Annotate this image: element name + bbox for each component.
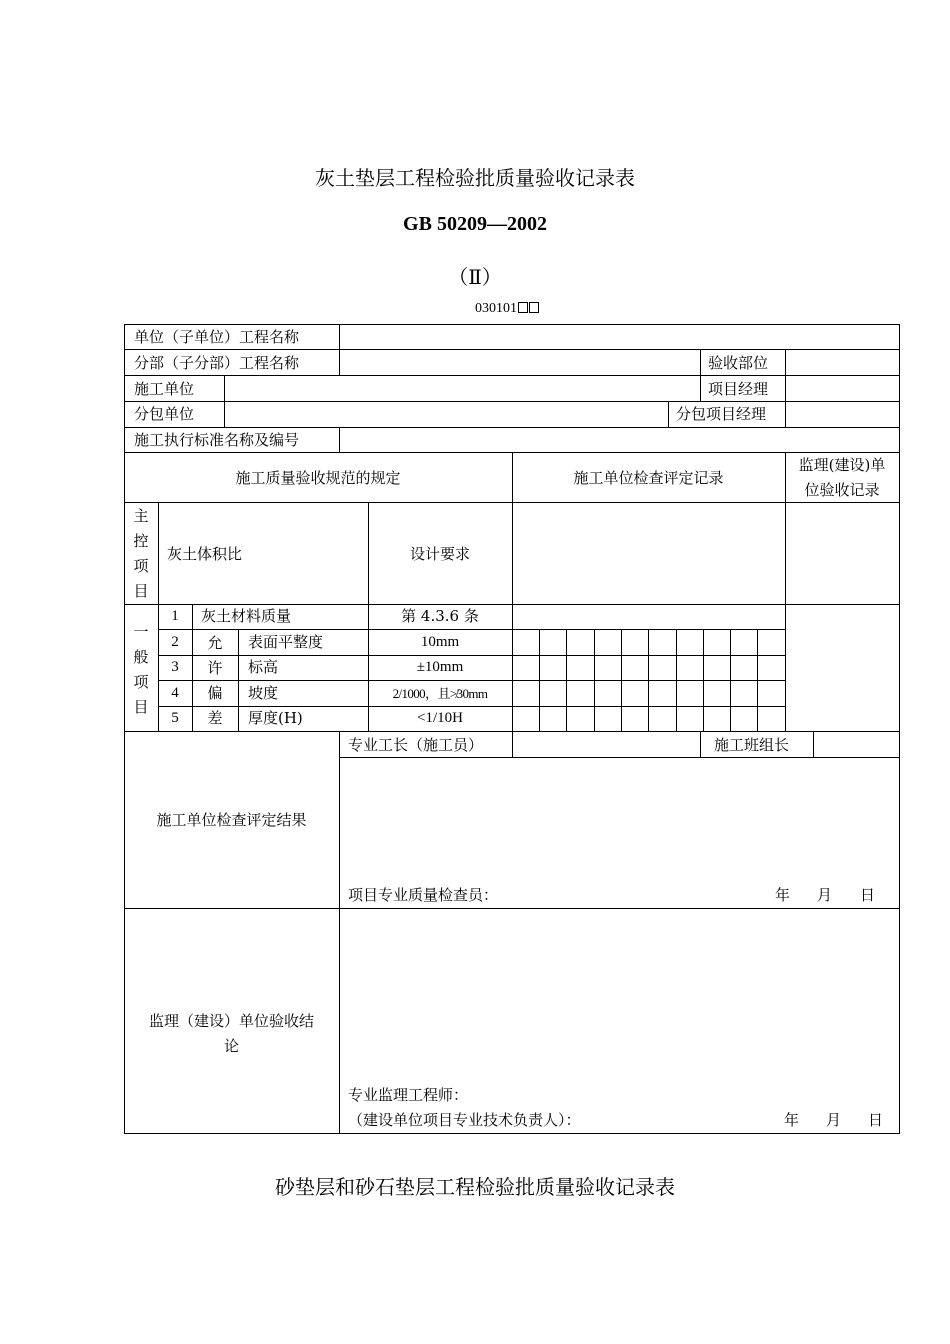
item-no-3: 3 [171, 659, 179, 675]
code-box-1 [518, 302, 528, 313]
tolerance-char-1: 允 [207, 634, 223, 652]
conclusion-date-year: 年 [784, 1111, 800, 1129]
check-record-column-header: 施工单位检查评定记录 [573, 469, 724, 487]
main-control-char-1: 主 [133, 507, 149, 525]
supervision-header-line2: 位验收记录 [804, 481, 880, 499]
foreman-label: 专业工长（施工员） [348, 736, 484, 754]
item-no-2: 2 [171, 634, 179, 650]
item-req-4: 2/1000，且≯30mm [392, 686, 488, 701]
item-no-1: 1 [171, 608, 179, 624]
result-date-month: 月 [817, 886, 833, 904]
tolerance-char-4: 差 [207, 709, 223, 727]
main-control-char-4: 目 [133, 582, 149, 600]
item-no-4: 4 [171, 685, 179, 701]
item-name-3: 标高 [248, 658, 279, 676]
conclusion-label-line2: 论 [223, 1037, 239, 1055]
code-box-2 [529, 302, 539, 313]
construction-unit-label: 施工单位 [134, 380, 195, 398]
supervision-engineer-label: 专业监理工程师： [348, 1086, 469, 1104]
division-name-label: 分部（子分部）工程名称 [134, 354, 300, 372]
item-name-1: 灰土材料质量 [201, 607, 292, 625]
item-req-3: ±10mm [416, 659, 464, 675]
project-manager-label: 项目经理 [708, 380, 769, 398]
page-title: 灰土垫层工程检验批质量验收记录表 [315, 166, 635, 190]
next-form-title: 砂垫层和砂石垫层工程检验批质量验收记录表 [275, 1175, 675, 1199]
conclusion-date-month: 月 [826, 1111, 842, 1129]
item-name-2: 表面平整度 [248, 633, 324, 651]
tolerance-char-2: 许 [207, 659, 223, 677]
main-control-char-2: 控 [133, 532, 149, 550]
item-req-2: 10mm [420, 634, 460, 650]
main-control-char-3: 项 [133, 557, 149, 575]
item-no-5: 5 [171, 710, 179, 726]
owner-technical-lead-label: （建设单位项目专业技术负责人）： [348, 1111, 581, 1129]
team-leader-label: 施工班组长 [714, 736, 790, 754]
design-requirement: 设计要求 [409, 545, 470, 563]
general-char-4: 目 [133, 698, 149, 716]
conclusion-date-day: 日 [868, 1111, 884, 1129]
subcontract-pm-label: 分包项目经理 [676, 405, 767, 423]
result-date-day: 日 [860, 886, 876, 904]
construction-result-label: 施工单位检查评定结果 [156, 811, 307, 829]
item-name-4: 坡度 [248, 684, 279, 702]
lime-soil-ratio-item: 灰土体积比 [167, 545, 243, 563]
acceptance-part-label: 验收部位 [708, 354, 769, 372]
unit-name-label: 单位（子单位）工程名称 [134, 328, 300, 346]
conclusion-label-line1: 监理（建设）单位验收结 [148, 1012, 314, 1030]
item-req-1: 第 4.3.6 条 [401, 607, 479, 625]
item-req-5: <1/10H [417, 710, 463, 726]
general-char-2: 般 [133, 648, 149, 666]
tolerance-char-3: 偏 [207, 684, 223, 702]
standard-code: GB 50209—2002 [403, 213, 547, 235]
subcontract-unit-label: 分包单位 [134, 405, 195, 423]
general-char-1: 一 [133, 623, 149, 641]
result-date-year: 年 [775, 886, 791, 904]
general-char-3: 项 [133, 673, 149, 691]
supervision-header-line1: 监理(建设)单 [798, 456, 886, 474]
standard-name-label: 施工执行标准名称及编号 [134, 431, 300, 449]
quality-inspector-label: 项目专业质量检查员： [348, 886, 499, 904]
part-number: （Ⅱ） [448, 265, 502, 289]
form-code [475, 301, 539, 317]
item-name-5: 厚度(H) [248, 709, 303, 727]
spec-column-header: 施工质量验收规范的规定 [235, 469, 401, 487]
form-code-text: 030101 [475, 301, 517, 316]
